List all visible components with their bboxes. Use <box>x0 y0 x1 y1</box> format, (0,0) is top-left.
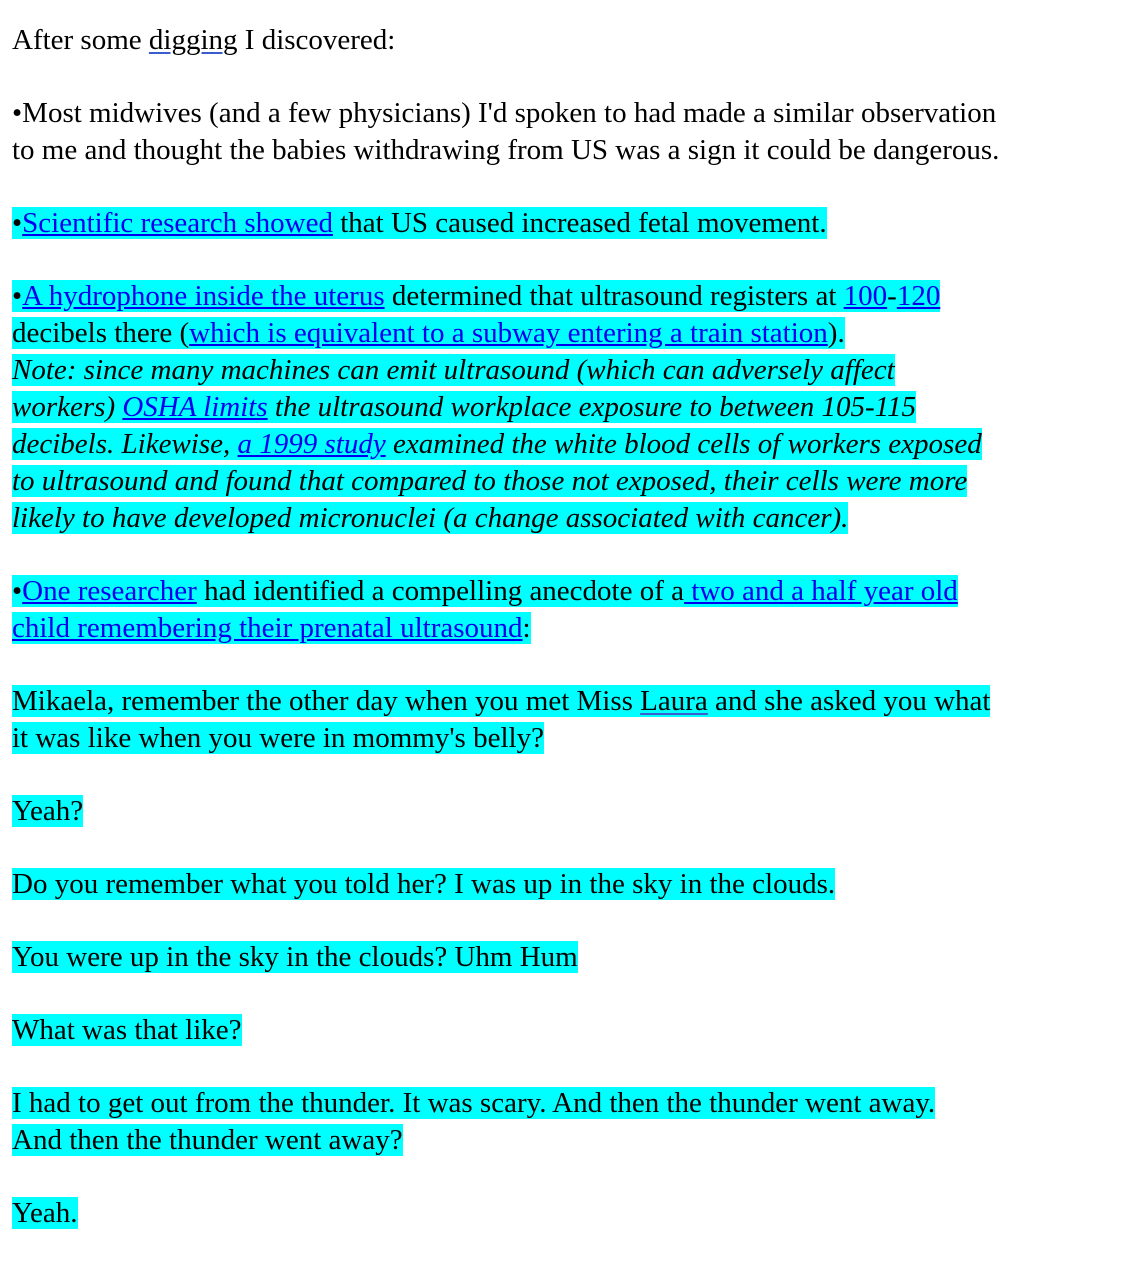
note-line1: Note: since many machines can emit ultrasound (which can adversely affect <box>12 354 895 386</box>
link-100[interactable]: 100 <box>843 280 888 312</box>
intro-paragraph <box>12 22 1117 59</box>
dialogue-text: What was that like? <box>12 1014 242 1046</box>
decibels-text-end: ). <box>827 317 845 349</box>
link-osha-limits[interactable]: OSHA limits <box>122 391 268 423</box>
intro-text: After some <box>12 24 149 56</box>
dialogue-text: Yeah? <box>12 795 84 827</box>
dialogue-text: Yeah. <box>12 1197 78 1229</box>
spellcheck-word[interactable]: digging <box>148 24 238 56</box>
bullet-dot: • <box>12 280 23 312</box>
bullet-dot: • <box>12 575 23 607</box>
dialogue-text: Mikaela, remember the other day when you met Miss <box>12 685 641 717</box>
bullet-hydrophone <box>12 278 1117 537</box>
note-line3-end: examined the white blood cells of workers exposed <box>385 428 982 460</box>
link-one-researcher[interactable]: One researcher <box>22 575 197 607</box>
link-120[interactable]: 120 <box>896 280 941 312</box>
intro-text-end: I discovered: <box>237 24 396 56</box>
hydrophone-text: determined that ultrasound registers at <box>384 280 844 312</box>
note-line2-start: workers) <box>12 391 123 423</box>
link-subway[interactable]: which is equivalent to a subway entering a train station <box>189 317 828 349</box>
dialogue-mikaela <box>12 683 1117 757</box>
note-line4: to ultrasound and found that compared to those not exposed, their cells were more <box>12 465 968 497</box>
bullet-researcher <box>12 573 1117 647</box>
bullet-research <box>12 205 1117 242</box>
dialogue-text: You were up in the sky in the clouds? Uhm Hum <box>12 941 578 973</box>
bullet-research-text: that US caused increased fetal movement. <box>332 207 827 239</box>
link-1999-study[interactable]: a 1999 study <box>237 428 386 460</box>
note-line3-start: decibels. Likewise, <box>12 428 238 460</box>
dialogue-text: I had to get out from the thunder. It was scary. And then the thunder went away. <box>12 1087 936 1119</box>
bullet-dot: • <box>12 207 23 239</box>
spellcheck-name[interactable]: Laura <box>640 685 708 717</box>
dialogue-text-end: and she asked you what <box>707 685 991 717</box>
researcher-text: had identified a compelling anecdote of a <box>196 575 685 607</box>
dialogue-text: And then the thunder went away? <box>12 1124 403 1156</box>
dialogue-clouds <box>12 939 1117 976</box>
bullet-midwives <box>12 95 1117 169</box>
dialogue-what-like <box>12 1012 1117 1049</box>
decibels-text: decibels there ( <box>12 317 190 349</box>
dialogue-yeah-question <box>12 793 1117 830</box>
dialogue-yeah <box>12 1195 1117 1232</box>
link-scientific-research[interactable]: Scientific research showed <box>22 207 333 239</box>
dialogue-remember <box>12 866 1117 903</box>
link-child-remembering[interactable]: child remembering their prenatal ultrasound <box>12 612 523 644</box>
dialogue-thunder <box>12 1085 1117 1159</box>
colon: : <box>522 612 531 644</box>
dash: - <box>887 280 897 312</box>
link-two-and-a-half-year-old[interactable]: two and a half year old <box>684 575 958 607</box>
dialogue-line2: it was like when you were in mommy's belly? <box>12 722 544 754</box>
dialogue-text: Do you remember what you told her? I was up in the sky in the clouds. <box>12 868 836 900</box>
link-hydrophone[interactable]: A hydrophone inside the uterus <box>22 280 385 312</box>
bullet-midwives-line1: •Most midwives (and a few physicians) I'd spoken to had made a similar observation <box>12 97 997 129</box>
bullet-midwives-line2: to me and thought the babies withdrawing from US was a sign it could be dangerous. <box>12 134 1000 166</box>
note-line2-end: the ultrasound workplace exposure to between 105-115 <box>267 391 917 423</box>
note-line5: likely to have developed micronuclei (a change associated with cancer). <box>12 502 849 534</box>
document-body <box>12 22 1117 1268</box>
